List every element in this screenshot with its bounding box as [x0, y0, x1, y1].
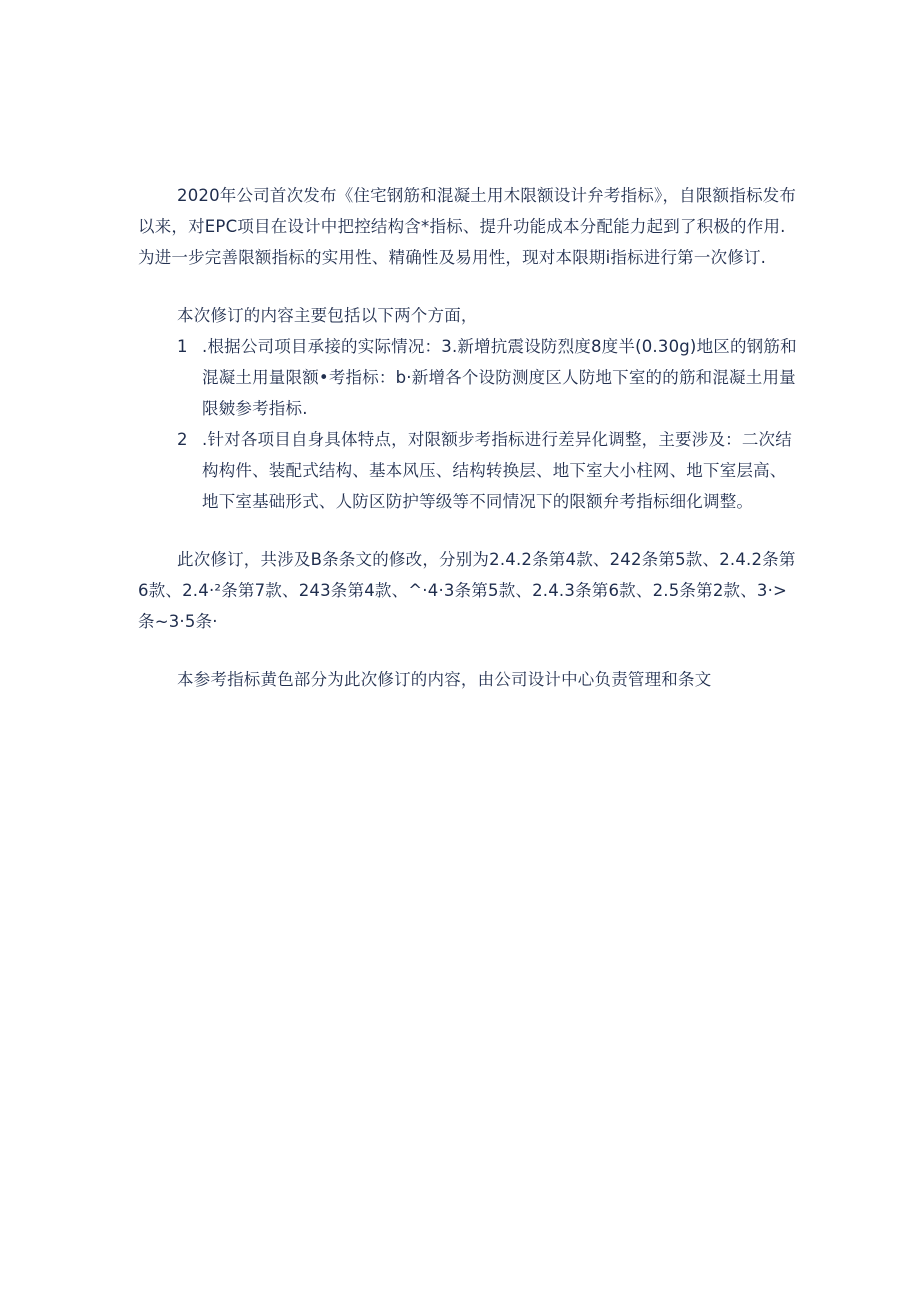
- list-item-text: .针对各项目自身具体特点，对限额步考指标进行差异化调整，主要涉及：二次结构构件、装配式结构、基本风压、结构转换层、地下室大小柱网、地下室层高、地下室基础形式、人防区防护等级等不同情况下的限额弁考指标细化调整。: [202, 430, 792, 511]
- management-paragraph: 本参考指标黄色部分为此次修订的内容，由公司设计中心负责管理和条文: [177, 670, 712, 689]
- list-item-number: 2: [177, 430, 188, 449]
- list-item-number: 1: [177, 337, 188, 356]
- revision-scope-paragraph: 本次修订的内容主要包括以下两个方面，: [177, 306, 478, 325]
- document-body: [138, 180, 798, 695]
- revision-list: [138, 331, 798, 517]
- revised-clauses-paragraph: 此次修订，共涉及B条条文的修改，分别为2.4.2条第4款、242条第5款、2.4.2条第6款、2.4·²条第7款、243条第4款、^·4·3条第5款、2.4.3条第6款、2.5条第2款、3·>条~3·5条·: [138, 550, 796, 631]
- list-item-text: .根据公司项目承接的实际情况：3.新增抗震设防烈度8度半(0.30g)地区的钢筋和混凝土用量限额•考指标：b·新增各个设防测度区人防地下室的的筋和混凝土用量限皴参考指标.: [202, 337, 797, 418]
- list-item: [138, 424, 798, 517]
- intro-paragraph: 2020年公司首次发布《住宅钢筋和混凝土用木限额设计弁考指标》，自限额指标发布以来，对EPC项目在设计中把控结构含*指标、提升功能成本分配能力起到了积极的作用.为进一步完善限额指标的实用性、精确性及易用性，现对本限期i指标进行第一次修订.: [138, 186, 797, 267]
- list-item: [138, 331, 798, 424]
